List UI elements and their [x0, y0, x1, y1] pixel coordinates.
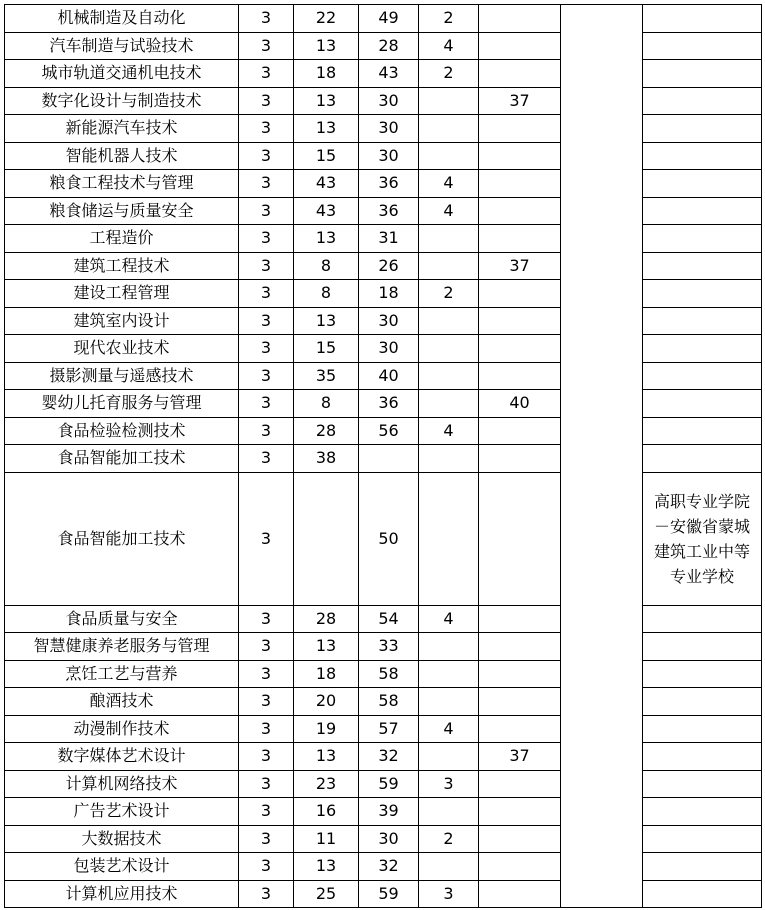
major-name-cell: 城市轨道交通机电技术: [5, 60, 239, 88]
remark-cell: [643, 142, 762, 170]
table-row: [5, 115, 762, 143]
duration-cell: 3: [239, 798, 294, 826]
remark-cell: [643, 798, 762, 826]
score-cell: [479, 197, 561, 225]
count-cell-extra: [419, 743, 479, 771]
count-cell-extra: 3: [419, 880, 479, 908]
table-row: [5, 142, 762, 170]
score-cell: 37: [479, 87, 561, 115]
table-row: [5, 197, 762, 225]
remark-cell: [643, 390, 762, 418]
table-row: [5, 87, 762, 115]
count-cell: 50: [359, 472, 419, 605]
plan-count-cell: 35: [294, 362, 359, 390]
plan-count-cell: 8: [294, 252, 359, 280]
remark-cell: [643, 5, 762, 33]
count-cell-extra: [419, 115, 479, 143]
major-name-cell: 汽车制造与试验技术: [5, 32, 239, 60]
score-cell: [479, 225, 561, 253]
school-note-cell: 高职专业学院－安徽省蒙城建筑工业中等专业学校: [643, 472, 762, 605]
count-cell-extra: [419, 335, 479, 363]
remark-cell: [643, 743, 762, 771]
score-cell: [479, 853, 561, 881]
count-cell: 30: [359, 335, 419, 363]
score-cell: [479, 32, 561, 60]
score-cell: [479, 688, 561, 716]
count-cell: 57: [359, 715, 419, 743]
table-row: [5, 472, 762, 605]
count-cell-extra: [419, 633, 479, 661]
plan-count-cell: 28: [294, 605, 359, 633]
count-cell-extra: [419, 660, 479, 688]
score-cell: [479, 362, 561, 390]
duration-cell: 3: [239, 87, 294, 115]
score-cell: [479, 445, 561, 473]
plan-count-cell: 38: [294, 445, 359, 473]
plan-count-cell: 25: [294, 880, 359, 908]
plan-count-cell: 18: [294, 60, 359, 88]
plan-count-cell: 23: [294, 770, 359, 798]
plan-count-cell: 13: [294, 225, 359, 253]
count-cell-extra: 4: [419, 605, 479, 633]
duration-cell: 3: [239, 115, 294, 143]
table-row: [5, 688, 762, 716]
count-cell: 43: [359, 60, 419, 88]
plan-count-cell: 13: [294, 853, 359, 881]
duration-cell: 3: [239, 743, 294, 771]
duration-cell: 3: [239, 880, 294, 908]
count-cell-extra: 4: [419, 170, 479, 198]
duration-cell: 3: [239, 688, 294, 716]
major-name-cell: 建筑工程技术: [5, 252, 239, 280]
count-cell: 59: [359, 770, 419, 798]
plan-count-cell: 15: [294, 142, 359, 170]
major-name-cell: 食品检验检测技术: [5, 417, 239, 445]
count-cell: 54: [359, 605, 419, 633]
table-row: [5, 362, 762, 390]
score-cell: [479, 825, 561, 853]
plan-count-cell: 15: [294, 335, 359, 363]
score-cell: [479, 880, 561, 908]
major-name-cell: 包装艺术设计: [5, 853, 239, 881]
major-name-cell: 计算机网络技术: [5, 770, 239, 798]
major-name-cell: 智慧健康养老服务与管理: [5, 633, 239, 661]
plan-count-cell: 8: [294, 280, 359, 308]
table-row: [5, 605, 762, 633]
table-row: [5, 60, 762, 88]
remark-cell: [643, 688, 762, 716]
remark-cell: [643, 252, 762, 280]
table-row: [5, 417, 762, 445]
count-cell-extra: [419, 798, 479, 826]
count-cell: 36: [359, 170, 419, 198]
count-cell-extra: [419, 307, 479, 335]
plan-count-cell: 20: [294, 688, 359, 716]
count-cell: 36: [359, 197, 419, 225]
plan-count-cell: 22: [294, 5, 359, 33]
table-row: [5, 252, 762, 280]
count-cell-extra: [419, 252, 479, 280]
count-cell-extra: 3: [419, 770, 479, 798]
remark-cell: [643, 87, 762, 115]
count-cell: 32: [359, 853, 419, 881]
count-cell-extra: 2: [419, 5, 479, 33]
remark-cell: [643, 32, 762, 60]
score-cell: [479, 605, 561, 633]
count-cell: 58: [359, 660, 419, 688]
major-name-cell: 动漫制作技术: [5, 715, 239, 743]
count-cell-extra: [419, 445, 479, 473]
plan-count-cell: 13: [294, 32, 359, 60]
duration-cell: 3: [239, 715, 294, 743]
major-name-cell: 建筑室内设计: [5, 307, 239, 335]
remark-cell: [643, 633, 762, 661]
count-cell-extra: 4: [419, 715, 479, 743]
duration-cell: 3: [239, 417, 294, 445]
count-cell: 31: [359, 225, 419, 253]
major-name-cell: 机械制造及自动化: [5, 5, 239, 33]
score-cell: [479, 660, 561, 688]
count-cell-extra: 2: [419, 60, 479, 88]
duration-cell: 3: [239, 60, 294, 88]
count-cell-extra: 4: [419, 417, 479, 445]
count-cell-extra: 2: [419, 280, 479, 308]
plan-count-cell: 11: [294, 825, 359, 853]
table-row: [5, 743, 762, 771]
plan-count-cell: 13: [294, 115, 359, 143]
remark-cell: [643, 362, 762, 390]
remark-cell: [643, 880, 762, 908]
major-name-cell: 食品智能加工技术: [5, 445, 239, 473]
count-cell: 49: [359, 5, 419, 33]
remark-cell: [643, 853, 762, 881]
duration-cell: 3: [239, 335, 294, 363]
count-cell-extra: [419, 390, 479, 418]
duration-cell: 3: [239, 445, 294, 473]
plan-count-cell: 18: [294, 660, 359, 688]
score-cell: 37: [479, 252, 561, 280]
plan-count-cell: 43: [294, 197, 359, 225]
remark-cell: [643, 115, 762, 143]
major-name-cell: 粮食工程技术与管理: [5, 170, 239, 198]
remark-cell: [643, 770, 762, 798]
count-cell: 30: [359, 307, 419, 335]
count-cell: 32: [359, 743, 419, 771]
table-row: [5, 825, 762, 853]
remark-cell: [643, 605, 762, 633]
count-cell-extra: 4: [419, 197, 479, 225]
table-row: [5, 390, 762, 418]
major-name-cell: 建设工程管理: [5, 280, 239, 308]
remark-cell: [643, 170, 762, 198]
remark-cell: [643, 225, 762, 253]
major-name-cell: 数字化设计与制造技术: [5, 87, 239, 115]
duration-cell: 3: [239, 633, 294, 661]
plan-count-cell: 43: [294, 170, 359, 198]
plan-count-cell: 28: [294, 417, 359, 445]
count-cell: 28: [359, 32, 419, 60]
table-row: [5, 280, 762, 308]
duration-cell: 3: [239, 170, 294, 198]
plan-count-cell: 13: [294, 743, 359, 771]
duration-cell: 3: [239, 252, 294, 280]
duration-cell: 3: [239, 362, 294, 390]
table-row: [5, 5, 762, 33]
major-name-cell: 摄影测量与遥感技术: [5, 362, 239, 390]
score-cell: [479, 5, 561, 33]
count-cell-extra: [419, 853, 479, 881]
count-cell-extra: 2: [419, 825, 479, 853]
table-row: [5, 633, 762, 661]
remark-cell: [643, 280, 762, 308]
duration-cell: 3: [239, 142, 294, 170]
count-cell-extra: [419, 472, 479, 605]
plan-count-cell: 19: [294, 715, 359, 743]
count-cell: 40: [359, 362, 419, 390]
plan-count-cell: 13: [294, 633, 359, 661]
count-cell-extra: [419, 142, 479, 170]
major-name-cell: 烹饪工艺与营养: [5, 660, 239, 688]
major-name-cell: 广告艺术设计: [5, 798, 239, 826]
remark-cell: [643, 825, 762, 853]
duration-cell: 3: [239, 825, 294, 853]
count-cell-extra: 4: [419, 32, 479, 60]
score-cell: [479, 472, 561, 605]
count-cell: 59: [359, 880, 419, 908]
remark-cell: [643, 445, 762, 473]
table-row: [5, 445, 762, 473]
major-name-cell: 粮食储运与质量安全: [5, 197, 239, 225]
major-name-cell: 计算机应用技术: [5, 880, 239, 908]
remark-cell: [643, 197, 762, 225]
score-cell: [479, 417, 561, 445]
plan-count-cell: 13: [294, 87, 359, 115]
duration-cell: 3: [239, 5, 294, 33]
count-cell: 30: [359, 115, 419, 143]
major-name-cell: 婴幼儿托育服务与管理: [5, 390, 239, 418]
remark-cell: [643, 60, 762, 88]
score-cell: 40: [479, 390, 561, 418]
major-name-cell: 工程造价: [5, 225, 239, 253]
count-cell: [359, 445, 419, 473]
table-row: [5, 770, 762, 798]
score-cell: [479, 142, 561, 170]
duration-cell: 3: [239, 307, 294, 335]
count-cell: 18: [359, 280, 419, 308]
duration-cell: 3: [239, 853, 294, 881]
duration-cell: 3: [239, 197, 294, 225]
count-cell: 30: [359, 87, 419, 115]
count-cell: 36: [359, 390, 419, 418]
table-row: [5, 335, 762, 363]
count-cell: 56: [359, 417, 419, 445]
score-cell: [479, 335, 561, 363]
count-cell-extra: [419, 225, 479, 253]
count-cell-extra: [419, 688, 479, 716]
major-name-cell: 大数据技术: [5, 825, 239, 853]
duration-cell: 3: [239, 390, 294, 418]
score-cell: [479, 798, 561, 826]
plan-count-cell: 8: [294, 390, 359, 418]
remark-cell: [643, 417, 762, 445]
major-table: [4, 4, 762, 908]
duration-cell: 3: [239, 280, 294, 308]
table-row: [5, 170, 762, 198]
major-name-cell: 现代农业技术: [5, 335, 239, 363]
merged-empty-cell: [561, 5, 643, 908]
plan-count-cell: 16: [294, 798, 359, 826]
remark-cell: [643, 660, 762, 688]
major-name-cell: 新能源汽车技术: [5, 115, 239, 143]
table-row: [5, 225, 762, 253]
table-row: [5, 715, 762, 743]
count-cell-extra: [419, 87, 479, 115]
count-cell-extra: [419, 362, 479, 390]
count-cell: 30: [359, 142, 419, 170]
major-name-cell: 食品质量与安全: [5, 605, 239, 633]
score-cell: [479, 633, 561, 661]
plan-count-cell: [294, 472, 359, 605]
table-row: [5, 307, 762, 335]
score-cell: [479, 770, 561, 798]
table-row: [5, 32, 762, 60]
major-name-cell: 食品智能加工技术: [5, 472, 239, 605]
duration-cell: 3: [239, 472, 294, 605]
table-row: [5, 660, 762, 688]
count-cell: 58: [359, 688, 419, 716]
score-cell: 37: [479, 743, 561, 771]
score-cell: [479, 715, 561, 743]
remark-cell: [643, 307, 762, 335]
major-name-cell: 酿酒技术: [5, 688, 239, 716]
duration-cell: 3: [239, 32, 294, 60]
table-row: [5, 798, 762, 826]
major-name-cell: 智能机器人技术: [5, 142, 239, 170]
score-cell: [479, 280, 561, 308]
count-cell: 26: [359, 252, 419, 280]
count-cell: 33: [359, 633, 419, 661]
table-row: [5, 880, 762, 908]
remark-cell: [643, 335, 762, 363]
count-cell: 39: [359, 798, 419, 826]
duration-cell: 3: [239, 225, 294, 253]
score-cell: [479, 115, 561, 143]
duration-cell: 3: [239, 770, 294, 798]
score-cell: [479, 170, 561, 198]
remark-cell: [643, 715, 762, 743]
score-cell: [479, 307, 561, 335]
score-cell: [479, 60, 561, 88]
table-row: [5, 853, 762, 881]
duration-cell: 3: [239, 660, 294, 688]
major-name-cell: 数字媒体艺术设计: [5, 743, 239, 771]
count-cell: 30: [359, 825, 419, 853]
plan-count-cell: 13: [294, 307, 359, 335]
duration-cell: 3: [239, 605, 294, 633]
